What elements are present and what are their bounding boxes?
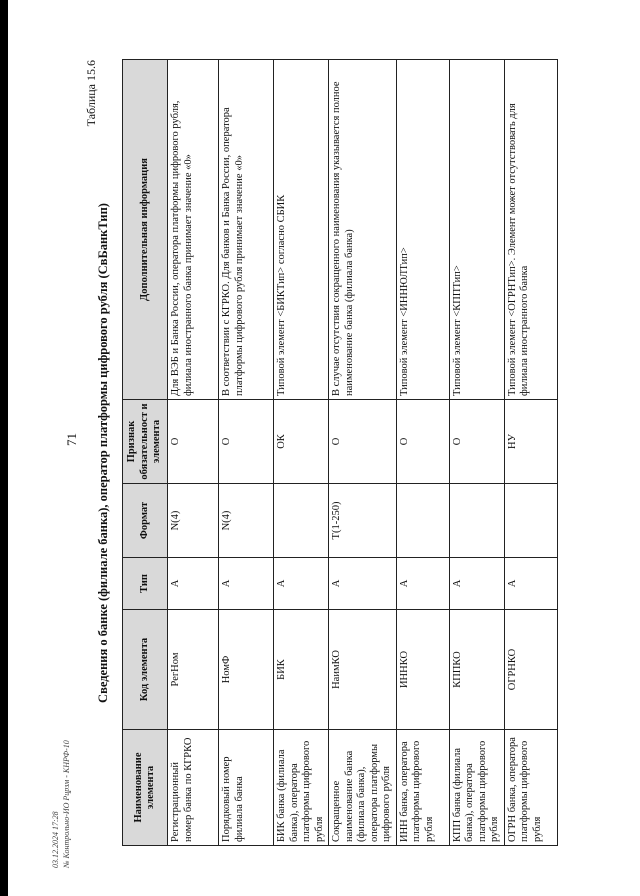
cell-name: ИНН банка, оператора платформы цифрового рубля bbox=[396, 730, 449, 846]
cell-format: N(4) bbox=[219, 484, 274, 558]
cell-name: ОГРН банка, оператора платформы цифрового рубля bbox=[504, 730, 557, 846]
cell-required: О bbox=[396, 400, 449, 484]
cell-name: Порядковый номер филиала банка bbox=[219, 730, 274, 846]
table-row bbox=[504, 60, 557, 846]
cell-type: А bbox=[168, 558, 219, 610]
table-row bbox=[274, 60, 329, 846]
table-row bbox=[396, 60, 449, 846]
cell-format: T(1-250) bbox=[329, 484, 397, 558]
cell-info: Типовой элемент <ОГРНТип>. Элемент может отсутствовать для филиала иностранного банка bbox=[504, 60, 557, 400]
elements-table bbox=[122, 59, 558, 846]
cell-format bbox=[504, 484, 557, 558]
cell-format bbox=[396, 484, 449, 558]
cell-type: А bbox=[396, 558, 449, 610]
cell-code: ИННКО bbox=[396, 610, 449, 730]
header-name: Наименование элемента bbox=[123, 730, 168, 846]
header-format: Формат bbox=[123, 484, 168, 558]
cell-required: О bbox=[168, 400, 219, 484]
cell-code: НаимКО bbox=[329, 610, 397, 730]
cell-required: НУ bbox=[504, 400, 557, 484]
cell-info: Типовой элемент <БИКТип> согласно СБИК bbox=[274, 60, 329, 400]
cell-name: Регистрационный номер банка по КГРКО bbox=[168, 730, 219, 846]
cell-code: КППКО bbox=[449, 610, 504, 730]
cell-format bbox=[274, 484, 329, 558]
cell-type: А bbox=[449, 558, 504, 610]
cell-info: Типовой элемент <КППТип> bbox=[449, 60, 504, 400]
cell-info: Типовой элемент <ИННЮЛТип> bbox=[396, 60, 449, 400]
cell-format bbox=[449, 484, 504, 558]
table-caption: Сведения о банке (филиале банка), оператор платформы цифрового рубля (СвБанкТип) bbox=[96, 203, 110, 703]
cell-required: О bbox=[219, 400, 274, 484]
rotated-page bbox=[86, 60, 586, 846]
cell-code: РегНом bbox=[168, 610, 219, 730]
header-code: Код элемента bbox=[123, 610, 168, 730]
cell-type: А bbox=[219, 558, 274, 610]
cell-info: В соответствии с КГРКО. Для банков и Банка России, оператора платформы цифрового рубля принимает значение «0» bbox=[219, 60, 274, 400]
stamp-number: № Контрольно-ИО Рцрзм - КНРФ-10 bbox=[62, 740, 71, 868]
cell-info: Для ВЭБ и Банка России, оператора платформы цифрового рубля, филиала иностранного банка принимает значение «0» bbox=[168, 60, 219, 400]
cell-code: БИК bbox=[274, 610, 329, 730]
cell-type: А bbox=[274, 558, 329, 610]
cell-code: НомФ bbox=[219, 610, 274, 730]
stamp-date: 03.12.2024 17:28 bbox=[51, 811, 60, 868]
header-required: Признак обязательност и элемента bbox=[123, 400, 168, 484]
table-row bbox=[219, 60, 274, 846]
table-row bbox=[168, 60, 219, 846]
header-type: Тип bbox=[123, 558, 168, 610]
cell-name: БИК банка (филиала банка), оператора платформы цифрового рубля bbox=[274, 730, 329, 846]
table-row bbox=[449, 60, 504, 846]
cell-type: А bbox=[504, 558, 557, 610]
header-info: Дополнительная информация bbox=[123, 60, 168, 400]
cell-code: ОГРНКО bbox=[504, 610, 557, 730]
cell-format: N(4) bbox=[168, 484, 219, 558]
cell-required: ОК bbox=[274, 400, 329, 484]
registration-stamp bbox=[50, 740, 72, 868]
scan-edge bbox=[0, 0, 8, 896]
table-row bbox=[329, 60, 397, 846]
table-header-row bbox=[123, 60, 168, 846]
cell-info: В случае отсутствия сокращенного наименования указывается полное наименование банка (филиала банка) bbox=[329, 60, 397, 400]
cell-name: Сокращенное наименование банка (филиала банка), оператора платформы цифрового рубля bbox=[329, 730, 397, 846]
table-number: Таблица 15.6 bbox=[84, 60, 98, 127]
page-number: 71 bbox=[64, 433, 79, 446]
cell-name: КПП банка (филиала банка), оператора платформы цифрового рубля bbox=[449, 730, 504, 846]
cell-required: О bbox=[329, 400, 397, 484]
cell-required: О bbox=[449, 400, 504, 484]
cell-type: А bbox=[329, 558, 397, 610]
